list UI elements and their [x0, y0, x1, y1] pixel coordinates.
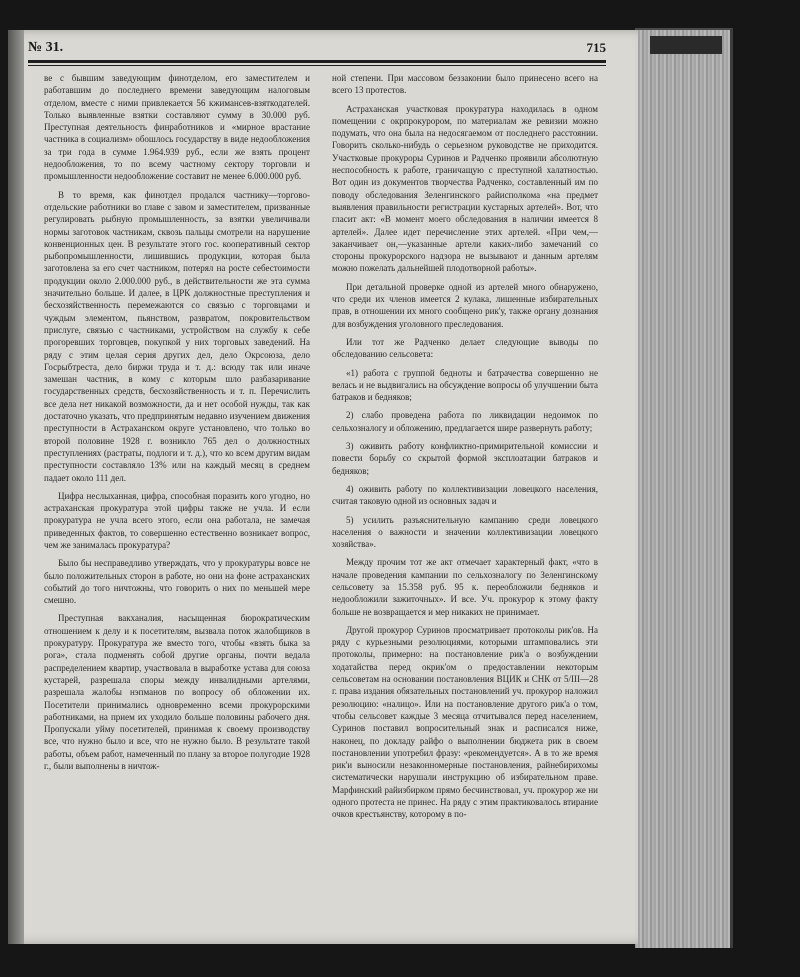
paragraph: 3) оживить работу конфликтно-примирительной комиссии и повести борьбу со скрытой формой эксплоатации батраков и бедняков;: [332, 441, 598, 476]
book-spine: [8, 30, 24, 944]
paragraph: При детальной проверке одной из артелей много обнаружено, что среди их членов имеется 2 кулака, лишенные избирательных прав, в отношении их много сообщено рик'у, также органу дознания для возбуждения уголовного преследования.: [332, 281, 598, 329]
page-header: [28, 40, 606, 58]
right-column: [332, 72, 598, 938]
paragraph: Было бы несправедливо утверждать, что у прокуратуры вовсе не было положительных сторон в работе, но они на фоне астраханских событий до того ничтожны, что говорить о них по меньшей мере смешно.: [44, 558, 310, 606]
paragraph: 5) усилить разъяснительную кампанию среди ловецкого населения о важности и значении коллективизации ловецкого хозяйства».: [332, 514, 598, 550]
page-number: 715: [586, 40, 606, 55]
book-page-edges: [635, 28, 733, 948]
header-rule: [28, 60, 606, 63]
paragraph: ве с бывшим заведующим финотделом, его заместителем и работавшим до последнего времени заведующим налоговым отделом, вместе с ними привлекается 56 кжимансев-взяткодателей. Только выявленные взятки составляют сумму в 30.000 руб. Преступная деятельность финработников и «мирное врастание частника в социализм» обошлось государству в виде недообложения за три года в сумме 1.964.939 руб., если же взять процент недообложения, то по всему частному сектору торговли и промышленности недообложение составит не менее 6.000.000 руб.: [44, 73, 310, 182]
paragraph: 2) слабо проведена работа по ликвидации недоимок по сельхозналогу и обложению, предлагается шире развернуть работу;: [332, 410, 598, 433]
paragraph: Между прочим тот же акт отмечает характерный факт, «что в начале проведения кампании по сельхозналогу по Зеленгинскому сельсовету за 15.358 руб. 95 к. переобложили бедняков и недообложили зажиточных». И все. Уч. прокурор к этому факту больше не возвращается и мер никаких не принимает.: [332, 557, 598, 617]
header-rule-thin: [28, 65, 606, 66]
paragraph: Преступная вакханалия, насыщенная бюрократическим отношением к делу и к посетителям, вызвала поток жалобщиков в прокуратуру. Прокуратура же вместо того, чтобы «взять быка за рога», стала подменять собой другие органы, почти ведала распределением квартир, участвовала в выработке устава для союза кустарей, разрешала споры между инвалидными артелями, разрешала жалобы нэпманов по вопросу об обложении их. Посетители принимались одновременно всеми прокурорскими работниками, на прием их уходило больше половины рабочего дня. Пропускали уйму посетителей, принимая к своему производству все, что нужно было и все, что не нужно было. В результате такой работы, объем работ, намеченный по плану за второе полугодие 1928 г., были выполнены в ничтож-: [44, 613, 310, 772]
paragraph: 4) оживить работу по коллективизации ловецкого населения, считая таковую одной из основных задач и: [332, 483, 598, 507]
paragraph: Астраханская участковая прокуратура находилась в одном помещении с окрпрокурором, по материалам же ревизии можно подумать, что она была на недосягаемом от последнего расстоянии. Говорить сколько-нибудь о серьезном руководстве не приходится. Участковые прокуроры Суринов и Радченко проявили абсолютную неспособность к работе, граничащую с преступной халатностью. Вот один из документов творчества Радченко, составленный им по поводу обследования Зеленгинского райисполкома «на предмет выявления правильности регистрации кустарных артелей». Вот, что гласит акт: «В момент моего обследования в наличии имеется 8 артелей». Далее идет перечисление этих артелей. «При чем,—заканчивает он,—указанные артели каких-либо замечаний со стороны прокурорского надзора не вызывают и данным артелям можно пожелать дальнейшей плодотворной работы».: [332, 103, 598, 274]
paragraph: ной степени. При массовом беззаконии было принесено всего на всего 13 протестов.: [332, 73, 598, 96]
paragraph: Цифра неслыханная, цифра, способная поразить кого угодно, но астраханская прокуратура этой цифры также не учла. И если прокуратура не учла всего этого, если она работала, не замечая приведенных фактов, то совершенно естественно возникает вопрос, чем же занималась прокуратура?: [44, 490, 310, 550]
issue-number: № 31.: [28, 40, 64, 55]
paragraph: «1) работа с группой бедноты и батрачества совершенно не велась и не выдвигались на обсуждение вопросы об улучшении быта батраков и бедняков;: [332, 367, 598, 403]
paragraph: В то время, как финотдел продался частнику—торгово-отдельские работники во главе с завом и заместителем, призванные регулировать рыбную промышленность, за взятки увеличивали нормы заготовок частникам, сквозь пальцы смотрели на нарушение конвенционных цен. В результате этого гос. кооперативный сектор рыбопромышленности, лишившись продукции, которая была заготовлена за его счет частником, потерял на росте себестоимости продукции около 2.000.000 руб., в действительности же эта сумма значительно больше. И далее, в ЦРК должностные преступления и бесхозяйственность перемежаются со связью с торговцами и чуждым элементом, пьянством, развратом, покровительством прислуге, связью с частниками, устройством на службу к себе прогоревших торговцев, покупкой у них торговых заведений. На ряду с этим целая серия других дел, дело Окрсоюза, дело Госрыбтреста, дело биржи труда и т. д.: всюду так или иначе замешан частник, в кому с которым шло разбазаривание государственных средств, бесхозяйственность и т. п. Перечислить все дела нет никакой возможности, да и нет особой нужды, так как достаточно указать, что предпринятым недавно изучением движения преступности в Астраханском округе установлено, что только во второй половине 1928 г. возникло 765 дел о должностных преступлениях (растраты, подлоги и т. д.), что ко всем другим видам преступности составляло 13% или на каждый месяц в среднем падает около 111 дел.: [44, 189, 310, 483]
book-edge-shadow: [650, 36, 722, 54]
paragraph: Другой прокурор Суринов просматривает протоколы рик'ов. На ряду с курьезными резолюциями, которыми штамповались эти протоколы, примерно: на постановление рик'а о возбуждении ходатайства перед окрик'ом о предоставлении некоторым сельсоветам на основании постановления ВЦИК и СНК от 5/III—28 г. права издания обязательных постановлений уч. прокурор наложил резолюцию: «налицо». Или на постановление другого рик'а о том, чтобы сельсовет каждые 3 месяца отчитывался перед населением, Суринов поставил вопросительный знак и расписался ниже, наконец, по докладу райфо о выполнении бюджета рик в своем постановлении употребил фразу: «рекомендуется». А в то же время рик'и выносили незаконномерные постановления, райнебирихомы систематически нарушали инструкцию об избирательном праве. Марфинский райизбирком прямо бесчинствовал, уч. прокурор же ни одного протеста не принес. На ряду с этим практиковалось втирание очков крестьянству, которому в по-: [332, 624, 598, 820]
left-column: [44, 72, 310, 938]
paragraph: Или тот же Радченко делает следующие выводы по обследованию сельсовета:: [332, 336, 598, 360]
